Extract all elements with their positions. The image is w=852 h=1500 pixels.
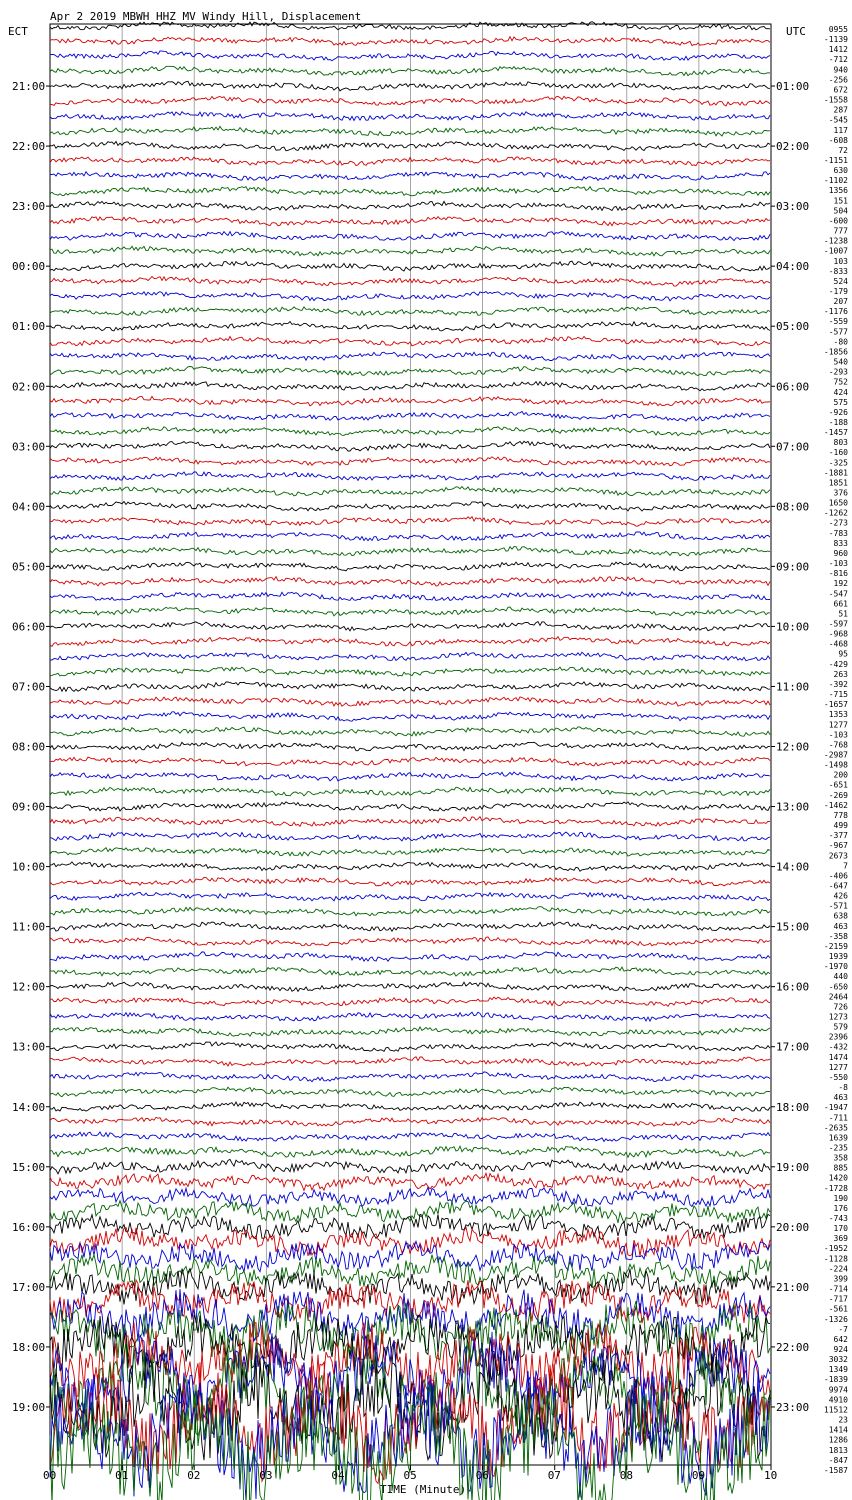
trace-offset-label: -235 [828,1143,848,1153]
seismic-trace [50,832,770,841]
seismic-trace [50,607,770,616]
x-tick-label: 08 [619,1469,634,1482]
trace-offset-label: 777 [833,226,848,236]
seismic-trace [50,352,770,360]
seismic-trace [50,907,770,916]
trace-offset-label: -1326 [823,1314,848,1324]
trace-offset-label: -547 [828,589,848,599]
trace-offset-label: -968 [828,629,848,639]
x-tick-label: 01 [115,1469,129,1482]
seismic-trace [50,412,770,422]
seismic-trace [50,652,770,661]
trace-offset-label: -597 [828,619,848,629]
seismic-trace [50,1057,770,1066]
trace-offset-label: -256 [828,75,848,85]
seismic-trace [50,937,770,946]
seismic-trace [50,682,770,692]
trace-offset-label: -1952 [823,1244,848,1254]
trace-offset-label: -1128 [823,1254,848,1264]
trace-offset-label: 9974 [828,1385,848,1395]
trace-offset-label: -377 [828,831,848,841]
x-tick-label: 00 [43,1469,57,1482]
trace-group [50,22,770,1500]
trace-offset-label: 2464 [828,992,848,1002]
trace-offset-label: -600 [828,216,848,226]
trace-offset-label: 0955 [828,25,848,34]
utc-hour-label: 04:00 [776,260,810,274]
seismic-trace [50,1012,770,1021]
x-tick-label: 06 [475,1469,489,1482]
ect-hour-label: 02:00 [12,380,46,394]
seismic-trace [50,817,770,827]
trace-offset-label: 1420 [828,1173,848,1183]
seismic-trace [50,382,770,391]
seismic-trace [50,892,770,901]
trace-offset-label: 426 [833,891,848,901]
trace-offset-label: -768 [828,740,848,750]
x-tick-label: 10 [764,1469,778,1482]
seismic-trace [50,622,770,631]
ect-hour-label: 03:00 [12,440,46,454]
seismic-trace [50,667,770,676]
trace-offset-label: 642 [833,1334,848,1344]
trace-offset-labels [824,25,848,1475]
seismic-trace [50,562,770,571]
trace-offset-label: -2635 [823,1123,848,1133]
trace-offset-label: 287 [833,105,848,115]
trace-offset-label: -1881 [823,468,848,478]
seismic-trace [50,37,770,46]
seismic-trace [50,187,770,196]
trace-offset-label: -179 [828,286,848,296]
trace-offset-label: 2396 [828,1032,848,1042]
trace-offset-label: 579 [833,1022,848,1032]
trace-offset-label: -816 [828,569,848,579]
trace-offset-label: 358 [833,1153,848,1163]
trace-offset-label: 117 [833,125,848,135]
ect-hour-labels [12,80,50,1414]
seismic-trace [50,337,770,346]
trace-offset-label: 207 [833,297,848,307]
trace-offset-label: 1286 [828,1435,848,1445]
trace-offset-label: -1102 [823,176,848,186]
trace-offset-label: 803 [833,438,848,448]
seismic-trace [50,1146,770,1157]
x-tick-label: 07 [547,1469,561,1482]
seismic-trace [50,367,770,376]
seismic-trace [50,322,770,331]
seismic-trace [50,261,770,271]
utc-hour-label: 18:00 [776,1100,810,1114]
trace-offset-label: -273 [828,518,848,528]
trace-offset-label: -80 [833,337,848,347]
trace-offset-label: -1262 [823,508,848,518]
seismic-trace [50,441,770,451]
trace-offset-label: 1939 [828,952,848,962]
trace-offset-label: -926 [828,407,848,417]
trace-offset-label: -432 [828,1042,848,1052]
seismic-trace [50,922,770,931]
trace-offset-label: 1414 [828,1425,848,1435]
trace-offset-label: 440 [833,972,848,982]
ect-hour-label: 08:00 [12,740,46,754]
trace-offset-label: 72 [838,145,848,155]
seismic-trace [50,232,770,241]
trace-offset-label: -967 [828,841,848,851]
utc-hour-label: 01:00 [776,80,810,94]
trace-offset-label: 463 [833,1093,848,1103]
trace-offset-label: 11512 [823,1405,848,1415]
trace-offset-label: -224 [828,1264,848,1274]
trace-offset-label: -1462 [823,800,848,810]
trace-offset-label: 200 [833,770,848,780]
seismic-trace [50,81,770,91]
utc-hour-label: 20:00 [776,1220,810,1234]
trace-offset-label: 369 [833,1234,848,1244]
ect-hour-label: 10:00 [12,860,46,874]
trace-offset-label: 4910 [828,1395,848,1405]
trace-offset-label: 833 [833,538,848,548]
seismic-trace [50,217,770,226]
ect-hour-label: 23:00 [12,200,46,214]
trace-offset-label: 103 [833,256,848,266]
trace-offset-label: 151 [833,196,848,206]
trace-offset-label: -1176 [823,307,848,317]
trace-offset-label: -1728 [823,1183,848,1193]
trace-offset-label: 424 [833,387,848,397]
x-tick-label: 03 [259,1469,273,1482]
ect-hour-label: 16:00 [12,1220,46,1234]
trace-offset-label: -1947 [823,1103,848,1113]
trace-offset-label: -188 [828,417,848,427]
trace-offset-label: 630 [833,166,848,176]
ect-hour-label: 04:00 [12,500,46,514]
seismic-trace [50,637,770,647]
utc-hour-label: 16:00 [776,980,810,994]
seismic-trace [50,1214,770,1239]
trace-offset-label: 170 [833,1224,848,1234]
trace-offset-label: -783 [828,528,848,538]
seismic-trace [50,1027,770,1036]
trace-offset-label: -160 [828,448,848,458]
trace-offset-label: -833 [828,266,848,276]
trace-offset-label: -1139 [823,35,848,45]
trace-offset-label: 1353 [828,710,848,720]
trace-offset-label: 3032 [828,1355,848,1365]
utc-hour-label: 02:00 [776,140,810,154]
trace-offset-label: -103 [828,730,848,740]
trace-offset-label: 1650 [828,498,848,508]
ect-hour-label: 17:00 [12,1280,46,1294]
ect-hour-label: 09:00 [12,800,46,814]
trace-offset-label: -1457 [823,428,848,438]
x-tick-labels [43,1465,777,1482]
trace-offset-label: 940 [833,65,848,75]
seismic-trace [50,112,770,121]
trace-offset-label: -269 [828,790,848,800]
seismic-trace [50,1301,770,1362]
utc-hour-label: 21:00 [776,1280,810,1294]
trace-offset-label: -743 [828,1214,848,1224]
trace-offset-label: -714 [828,1284,848,1294]
x-axis-label: TIME (Minute) [380,1483,467,1496]
trace-offset-label: 960 [833,548,848,558]
seismic-trace [50,396,770,406]
ect-hour-label: 18:00 [12,1340,46,1354]
trace-offset-label: 778 [833,810,848,820]
seismic-trace [50,96,770,106]
trace-offset-label: 1474 [828,1052,848,1062]
trace-offset-label: 524 [833,276,848,286]
seismic-trace [50,742,770,750]
trace-offset-label: -608 [828,135,848,145]
trace-offset-label: 51 [838,609,848,619]
seismic-trace [50,787,770,796]
trace-offset-label: 2673 [828,851,848,861]
seismic-trace [50,1187,770,1206]
trace-offset-label: 1813 [828,1445,848,1455]
ect-hour-label: 22:00 [12,140,46,154]
seismic-trace [50,457,770,466]
trace-offset-label: 661 [833,599,848,609]
trace-offset-label: 399 [833,1274,848,1284]
seismic-trace [50,997,770,1006]
x-tick-label: 04 [331,1469,345,1482]
trace-offset-label: -1558 [823,95,848,105]
trace-offset-label: 1356 [828,186,848,196]
x-tick-label: 02 [187,1469,201,1482]
trace-offset-label: -7 [838,1324,848,1334]
seismic-trace [50,848,770,856]
ect-hour-label: 15:00 [12,1160,46,1174]
trace-offset-label: -1657 [823,700,848,710]
seismic-trace [50,1173,770,1190]
trace-offset-label: -550 [828,1072,848,1082]
trace-offset-label: -847 [828,1455,848,1465]
utc-hour-label: 08:00 [776,500,810,514]
trace-offset-label: -650 [828,982,848,992]
trace-offset-label: -1238 [823,236,848,246]
ect-hour-label: 21:00 [12,80,46,94]
trace-offset-label: -103 [828,559,848,569]
utc-hour-label: 10:00 [776,620,810,634]
trace-offset-label: -651 [828,780,848,790]
trace-offset-label: 1349 [828,1365,848,1375]
seismic-trace [50,1042,770,1052]
seismic-trace [50,547,770,556]
trace-offset-label: 885 [833,1163,848,1173]
trace-offset-label: 7 [843,861,848,871]
seismic-trace [50,246,770,256]
seismic-trace [50,126,770,136]
utc-hour-label: 03:00 [776,200,810,214]
seismic-trace [50,862,770,871]
utc-hour-label: 14:00 [776,860,810,874]
trace-offset-label: 192 [833,579,848,589]
trace-offset-label: 23 [838,1415,848,1425]
seismic-trace [50,592,770,601]
seismic-trace [50,427,770,436]
utc-hour-label: 12:00 [776,740,810,754]
seismic-trace [50,1087,770,1097]
trace-offset-label: 95 [838,649,848,659]
trace-offset-label: 1273 [828,1012,848,1022]
seismic-trace [50,1269,770,1305]
utc-hour-label: 07:00 [776,440,810,454]
utc-hour-label: 13:00 [776,800,810,814]
seismic-trace [50,802,770,811]
trace-offset-label: 1639 [828,1133,848,1143]
trace-offset-label: -468 [828,639,848,649]
seismic-trace [50,532,770,541]
trace-offset-label: -358 [828,931,848,941]
trace-offset-label: 504 [833,206,848,216]
utc-hour-label: 09:00 [776,560,810,574]
x-tick-label: 09 [691,1469,706,1482]
seismic-trace [50,1072,770,1082]
trace-offset-label: 924 [833,1345,848,1355]
seismic-trace [50,201,770,210]
ect-hour-label: 06:00 [12,620,46,634]
ect-hour-label: 14:00 [12,1100,46,1114]
trace-offset-label: 1851 [828,478,848,488]
trace-offset-label: -1498 [823,760,848,770]
seismic-trace [50,487,770,496]
seismic-trace [50,517,770,527]
utc-hour-label: 11:00 [776,680,810,694]
trace-offset-label: 1412 [828,45,848,55]
seismic-trace [50,967,770,976]
trace-offset-label: -2159 [823,941,848,951]
seismic-trace [50,66,770,75]
seismic-trace [50,142,770,151]
trace-offset-label: 752 [833,377,848,387]
seismic-trace [50,952,770,961]
trace-offset-label: 190 [833,1193,848,1203]
trace-offset-label: -715 [828,690,848,700]
seismic-trace [50,1102,770,1111]
trace-offset-label: -577 [828,327,848,337]
trace-offset-label: -2987 [823,750,848,760]
seismic-trace [50,1159,770,1173]
trace-offset-label: 1277 [828,720,848,730]
seismic-trace [50,1201,770,1224]
seismic-trace [50,292,770,301]
trace-offset-label: 463 [833,921,848,931]
seismic-trace [50,877,770,886]
utc-hour-label: 22:00 [776,1340,810,1354]
seismic-trace [50,772,770,781]
seismic-trace [50,277,770,287]
trace-offset-label: -571 [828,901,848,911]
x-tick-label: 05 [403,1469,417,1482]
utc-hour-label: 05:00 [776,320,810,334]
seismic-trace [50,577,770,586]
trace-offset-label: 1277 [828,1062,848,1072]
trace-offset-label: -1970 [823,962,848,972]
trace-offset-label: 499 [833,821,848,831]
trace-offset-label: 726 [833,1002,848,1012]
utc-axis-label: UTC [786,25,806,38]
seismic-trace [50,1132,770,1141]
trace-offset-label: -406 [828,871,848,881]
ect-hour-label: 11:00 [12,920,46,934]
seismic-trace [50,757,770,766]
seismic-trace [50,172,770,181]
ect-hour-label: 12:00 [12,980,46,994]
chart-title: Apr 2 2019 MBWH HHZ MV Windy Hill, Displacement [50,10,362,23]
trace-offset-label: -559 [828,317,848,327]
trace-offset-label: -545 [828,115,848,125]
seismic-trace [50,697,770,706]
seismic-trace [50,157,770,166]
ect-hour-label: 05:00 [12,560,46,574]
trace-offset-label: -561 [828,1304,848,1314]
utc-hour-label: 23:00 [776,1400,810,1414]
trace-offset-label: -8 [838,1083,848,1093]
seismic-trace [50,472,770,481]
seismic-trace [50,1117,770,1126]
seismic-trace [50,307,770,316]
trace-offset-label: -429 [828,659,848,669]
ect-hour-label: 13:00 [12,1040,46,1054]
trace-offset-label: 638 [833,911,848,921]
trace-offset-label: 263 [833,669,848,679]
trace-offset-label: -712 [828,55,848,65]
utc-hour-label: 06:00 [776,380,810,394]
ect-hour-label: 07:00 [12,680,46,694]
ect-hour-label: 01:00 [12,320,46,334]
utc-hour-label: 15:00 [776,920,810,934]
trace-offset-label: 575 [833,397,848,407]
trace-offset-label: 540 [833,357,848,367]
trace-offset-label: -711 [828,1113,848,1123]
trace-offset-label: -325 [828,458,848,468]
utc-hour-labels [771,80,809,1414]
seismic-trace [50,502,770,512]
trace-offset-label: -1856 [823,347,848,357]
trace-offset-label: -1007 [823,246,848,256]
trace-offset-label: -392 [828,679,848,689]
trace-offset-label: -717 [828,1294,848,1304]
seismic-trace [50,51,770,61]
utc-hour-label: 19:00 [776,1160,810,1174]
trace-offset-label: -1151 [823,155,848,165]
utc-hour-label: 17:00 [776,1040,810,1054]
ect-axis-label: ECT [8,25,28,38]
trace-offset-label: -293 [828,367,848,377]
seismic-trace [50,982,770,991]
trace-offset-label: 672 [833,85,848,95]
trace-offset-label: 376 [833,488,848,498]
trace-offset-label: -647 [828,881,848,891]
seismic-trace [50,712,770,721]
trace-offset-label: 176 [833,1203,848,1213]
trace-offset-label: -1839 [823,1375,848,1385]
ect-hour-label: 19:00 [12,1400,46,1414]
seismic-trace [50,727,770,736]
trace-offset-label: -1587 [823,1465,848,1475]
ect-hour-label: 00:00 [12,260,46,274]
